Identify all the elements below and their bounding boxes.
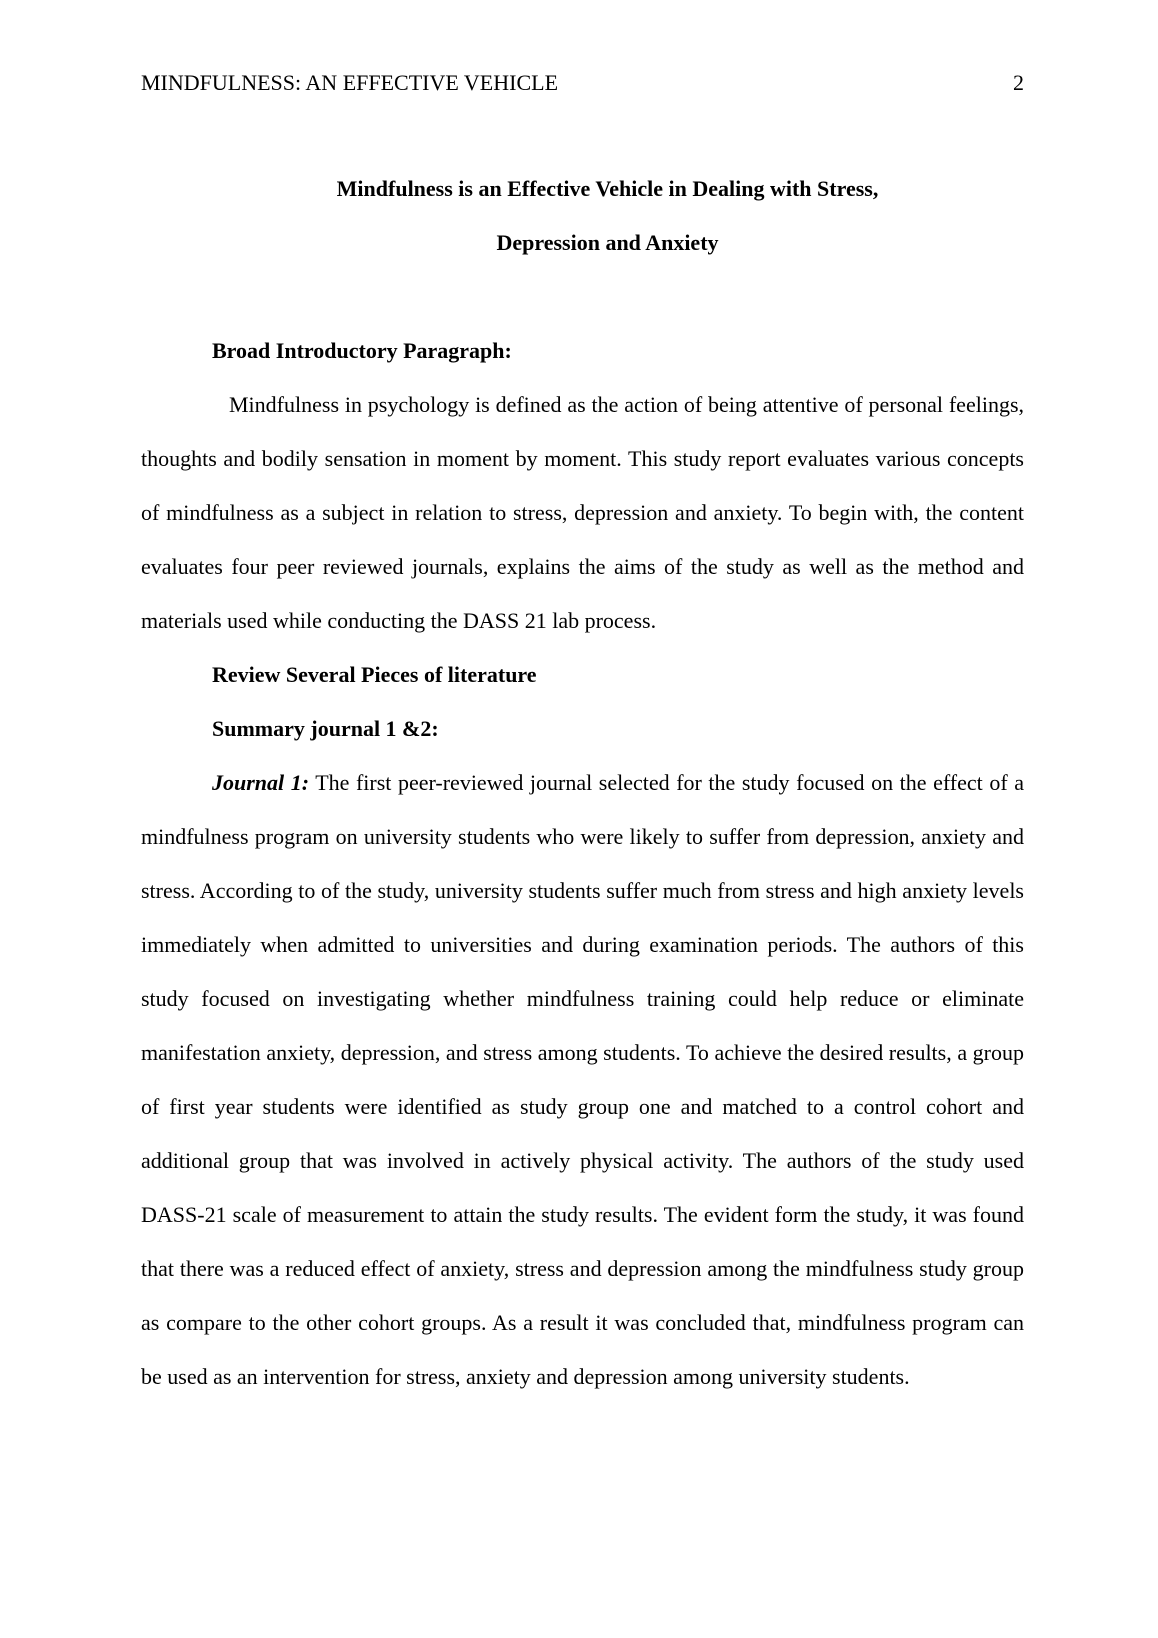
page-number: 2 <box>1013 70 1024 95</box>
journal-1-text: The first peer-reviewed journal selected for the study focused on the effect of a mindfulness program on university students who were likely to suffer from depression, anxiety and stress. According to of the study, university students suffer much from stress and high anxiety levels immediately when admitted to universities and during examination periods. The authors of this study focused on investigating whether mindfulness training could help reduce or eliminate manifestation anxiety, depression, and stress among students. To achieve the desired results, a group of first year students were identified as study group one and matched to a control cohort and additional group that was involved in actively physical activity. The authors of the study used DASS-21 scale of measurement to attain the study results. The evident form the study, it was found that there was a reduced effect of anxiety, stress and depression among the mindfulness study group as compare to the other cohort groups. As a result it was concluded that, mindfulness program can be used as an intervention for stress, anxiety and depression among university students. <box>141 770 1024 1389</box>
paper-title-line-2: Depression and Anxiety <box>496 230 719 255</box>
running-head <box>141 70 1024 96</box>
journal-1-paragraph <box>141 756 1024 1404</box>
journal-1-label: Journal 1: <box>212 770 310 795</box>
blank-line <box>141 270 1024 324</box>
review-heading: Review Several Pieces of literature <box>212 662 537 687</box>
intro-paragraph: Mindfulness in psychology is defined as the action of being attentive of personal feelings, thoughts and bodily sensation in moment by moment. This study report evaluates various concepts of mindfulness as a subject in relation to stress, depression and anxiety. To begin with, the content evaluates four peer reviewed journals, explains the aims of the study as well as the method and materials used while conducting the DASS 21 lab process. <box>141 392 1024 633</box>
summary-heading: Summary journal 1 &2: <box>212 716 439 741</box>
running-head-title: MINDFULNESS: AN EFFECTIVE VEHICLE <box>141 70 559 95</box>
intro-heading: Broad Introductory Paragraph: <box>212 338 512 363</box>
document-body <box>141 162 1024 1404</box>
paper-title-line-1: Mindfulness is an Effective Vehicle in Dealing with Stress, <box>336 176 879 201</box>
